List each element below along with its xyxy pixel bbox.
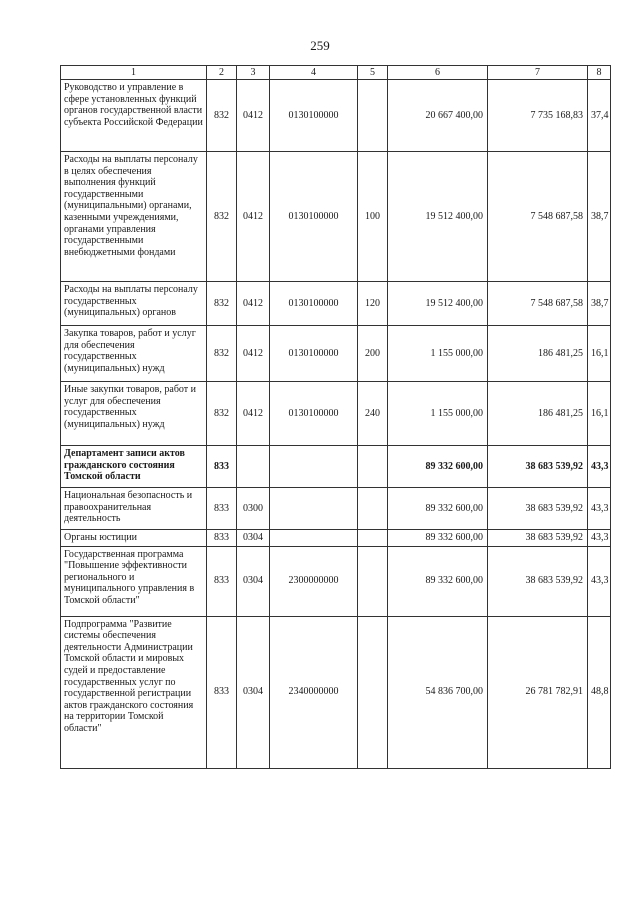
cell-expense-type xyxy=(358,80,388,152)
cell-executed: 38 683 539,92 xyxy=(488,488,588,530)
budget-table xyxy=(60,65,611,769)
cell-executed: 186 481,25 xyxy=(488,382,588,446)
cell-percent: 43,3 xyxy=(588,446,611,488)
cell-section-code: 0412 xyxy=(237,282,270,326)
cell-admin-code: 833 xyxy=(207,488,237,530)
cell-target-code xyxy=(270,446,358,488)
cell-expense-type xyxy=(358,546,388,616)
cell-executed: 38 683 539,92 xyxy=(488,446,588,488)
row-name: Руководство и управление в сфере установленных функций органов государственной власти субъекта Российской Федерации xyxy=(61,80,207,152)
cell-executed: 7 548 687,58 xyxy=(488,282,588,326)
cell-section-code xyxy=(237,446,270,488)
cell-admin-code: 833 xyxy=(207,446,237,488)
cell-percent: 16,1 xyxy=(588,382,611,446)
cell-admin-code: 832 xyxy=(207,326,237,382)
cell-admin-code: 833 xyxy=(207,616,237,768)
cell-expense-type: 120 xyxy=(358,282,388,326)
row-name: Закупка товаров, работ и услуг для обеспечения государственных (муниципальных) нужд xyxy=(61,326,207,382)
cell-section-code: 0412 xyxy=(237,326,270,382)
cell-section-code: 0412 xyxy=(237,152,270,282)
cell-expense-type xyxy=(358,488,388,530)
row-name: Расходы на выплаты персоналу в целях обеспечения выполнения функций государственными (муниципальными) органами, казенными учреждениями, органами управления государственными внебюджетными фондами xyxy=(61,152,207,282)
cell-admin-code: 833 xyxy=(207,530,237,547)
row-name: Иные закупки товаров, работ и услуг для обеспечения государственных (муниципальных) нужд xyxy=(61,382,207,446)
table-row xyxy=(61,488,611,530)
column-header: 6 xyxy=(388,66,488,80)
cell-executed: 7 735 168,83 xyxy=(488,80,588,152)
cell-admin-code: 832 xyxy=(207,152,237,282)
column-header: 7 xyxy=(488,66,588,80)
row-name: Расходы на выплаты персоналу государственных (муниципальных) органов xyxy=(61,282,207,326)
table-row xyxy=(61,446,611,488)
table-row xyxy=(61,80,611,152)
cell-target-code: 0130100000 xyxy=(270,152,358,282)
cell-executed: 38 683 539,92 xyxy=(488,530,588,547)
cell-target-code: 0130100000 xyxy=(270,80,358,152)
cell-planned: 1 155 000,00 xyxy=(388,382,488,446)
cell-expense-type xyxy=(358,530,388,547)
cell-target-code xyxy=(270,488,358,530)
row-name: Департамент записи актов гражданского состояния Томской области xyxy=(61,446,207,488)
cell-planned: 20 667 400,00 xyxy=(388,80,488,152)
row-name: Государственная программа "Повышение эффективности регионального и муниципального управления в Томской области" xyxy=(61,546,207,616)
table-row xyxy=(61,152,611,282)
table-row xyxy=(61,382,611,446)
cell-percent: 38,7 xyxy=(588,152,611,282)
cell-section-code: 0412 xyxy=(237,80,270,152)
cell-planned: 19 512 400,00 xyxy=(388,152,488,282)
cell-target-code: 0130100000 xyxy=(270,382,358,446)
cell-expense-type xyxy=(358,446,388,488)
cell-expense-type xyxy=(358,616,388,768)
table-row xyxy=(61,530,611,547)
cell-expense-type: 240 xyxy=(358,382,388,446)
cell-percent: 16,1 xyxy=(588,326,611,382)
cell-section-code: 0304 xyxy=(237,530,270,547)
cell-admin-code: 832 xyxy=(207,80,237,152)
cell-admin-code: 833 xyxy=(207,546,237,616)
cell-percent: 43,3 xyxy=(588,488,611,530)
cell-executed: 7 548 687,58 xyxy=(488,152,588,282)
cell-section-code: 0412 xyxy=(237,382,270,446)
cell-planned: 89 332 600,00 xyxy=(388,546,488,616)
cell-percent: 38,7 xyxy=(588,282,611,326)
cell-percent: 48,8 xyxy=(588,616,611,768)
page-number: 259 xyxy=(310,38,330,53)
table-row xyxy=(61,616,611,768)
cell-admin-code: 832 xyxy=(207,282,237,326)
cell-target-code: 0130100000 xyxy=(270,326,358,382)
cell-percent: 43,3 xyxy=(588,546,611,616)
row-name: Национальная безопасность и правоохранительная деятельность xyxy=(61,488,207,530)
column-header: 3 xyxy=(237,66,270,80)
cell-planned: 19 512 400,00 xyxy=(388,282,488,326)
cell-target-code xyxy=(270,530,358,547)
cell-planned: 54 836 700,00 xyxy=(388,616,488,768)
cell-section-code: 0304 xyxy=(237,616,270,768)
column-header: 8 xyxy=(588,66,611,80)
cell-admin-code: 832 xyxy=(207,382,237,446)
table-row xyxy=(61,282,611,326)
cell-section-code: 0304 xyxy=(237,546,270,616)
cell-target-code: 0130100000 xyxy=(270,282,358,326)
cell-executed: 186 481,25 xyxy=(488,326,588,382)
column-header: 4 xyxy=(270,66,358,80)
row-name: Подпрограмма "Развитие системы обеспечения деятельности Администрации Томской области и мировых судей и предоставление государственных услуг по государственной регистрации актов гражданского состояния на территории Томской области" xyxy=(61,616,207,768)
cell-percent: 43,3 xyxy=(588,530,611,547)
cell-expense-type: 200 xyxy=(358,326,388,382)
column-header: 5 xyxy=(358,66,388,80)
column-header: 2 xyxy=(207,66,237,80)
table-row xyxy=(61,546,611,616)
cell-planned: 89 332 600,00 xyxy=(388,530,488,547)
table-header-row xyxy=(61,66,611,80)
cell-section-code: 0300 xyxy=(237,488,270,530)
cell-planned: 1 155 000,00 xyxy=(388,326,488,382)
cell-executed: 26 781 782,91 xyxy=(488,616,588,768)
cell-planned: 89 332 600,00 xyxy=(388,488,488,530)
cell-target-code: 2340000000 xyxy=(270,616,358,768)
cell-expense-type: 100 xyxy=(358,152,388,282)
cell-target-code: 2300000000 xyxy=(270,546,358,616)
cell-executed: 38 683 539,92 xyxy=(488,546,588,616)
table-row xyxy=(61,326,611,382)
cell-planned: 89 332 600,00 xyxy=(388,446,488,488)
cell-percent: 37,4 xyxy=(588,80,611,152)
column-header: 1 xyxy=(61,66,207,80)
row-name: Органы юстиции xyxy=(61,530,207,547)
